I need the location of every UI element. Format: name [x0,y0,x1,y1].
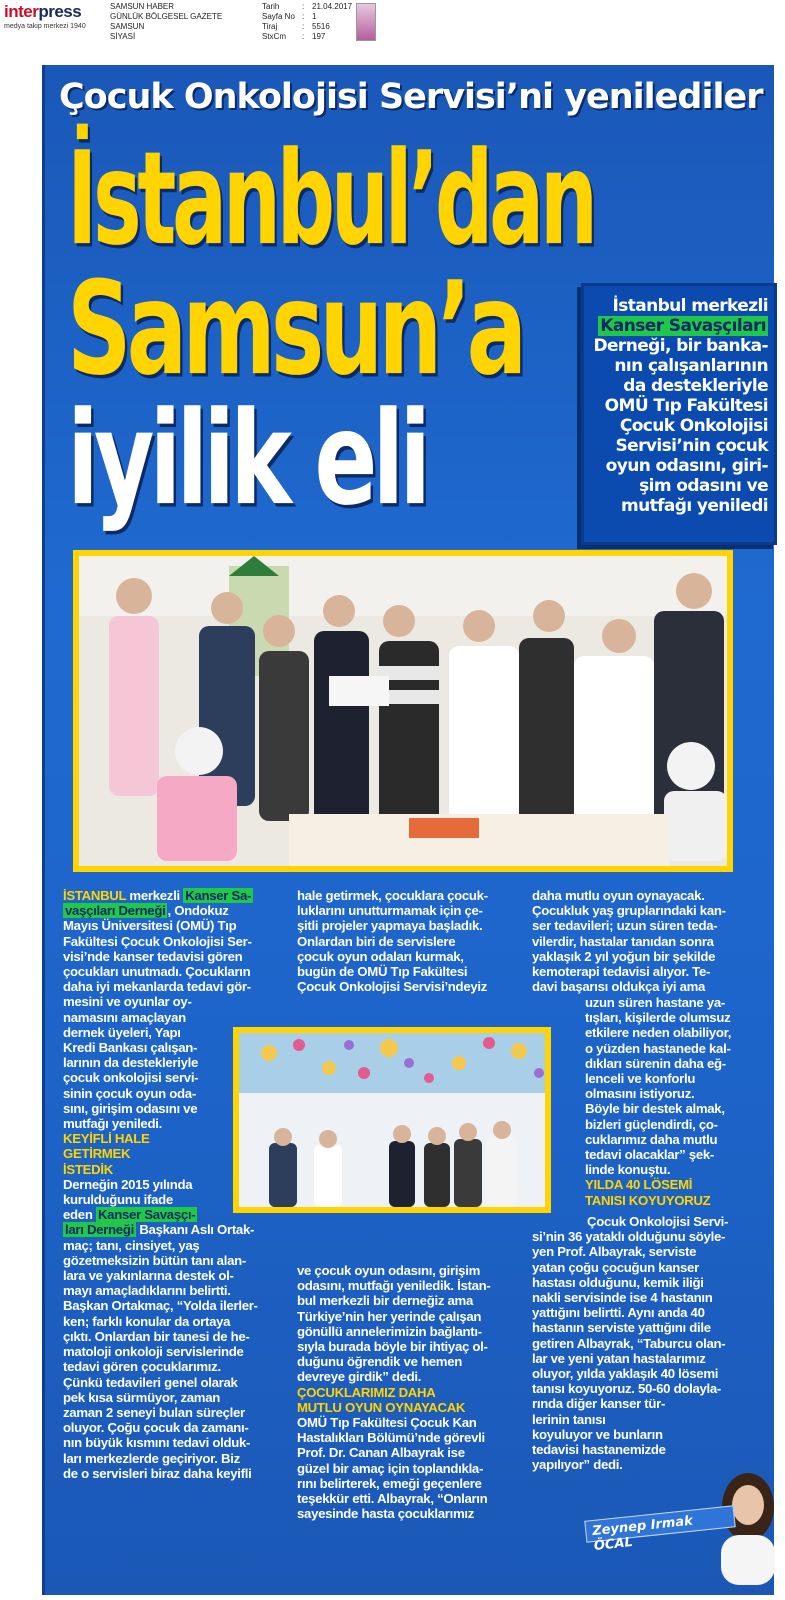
summary-line: da destekleriyle [623,376,768,396]
meta-key: Tarih [262,2,280,11]
body-line: matoloji onkoloji servislerinde [63,1344,244,1360]
body-line: OMÜ Tıp Fakültesi Çocuk Kan [297,1415,477,1431]
body-line: tedavi olacaklar” şek- [585,1147,715,1163]
body-line: vilerdir, hastalar tanıdan sonra [532,933,714,949]
body-line: ken; farklı konular da ortaya [63,1313,231,1329]
body-line: gözetmeksizin bütün tanı alan- [63,1252,246,1268]
meta-key: Sayfa No [262,12,295,21]
body-line: lerinin tanısı [532,1411,606,1427]
publication-city: SAMSUN [110,22,145,31]
body-line: Mayıs Üniversitesi (OMÜ) Tıp [63,918,237,934]
org-highlight: vaşçıları Derneği [65,903,166,919]
body-line: ları merkezlerde geçiriyor. Biz [63,1450,240,1466]
body-line: Çocuk Onkolojisi Servisi’ndeyiz [297,979,488,995]
subheading: İSTEDİK [63,1161,113,1177]
interpress-logo [4,2,104,30]
body-line: eden Kanser Savaşçı- [63,1207,196,1223]
body-line: zaman 2 seneyi bulan süreçler [63,1404,245,1420]
body-line: larının da destekleriyle [63,1055,198,1071]
body-line: Türkiye’nin her yerinde çalışan [297,1308,482,1324]
body-line: cuklarımız daha mutlu [585,1131,718,1147]
body-line: gönüllü annelerimizin bağlantı- [297,1323,482,1339]
subheading: KEYİFLİ HALE [63,1131,150,1147]
body-line: Çocuk Onkolojisi Servi- [587,1214,729,1229]
subheading: YILDA 40 LÖSEMİ [585,1177,693,1193]
body-line: dıkları sürenin daha eğ- [585,1055,726,1071]
body-line: hale getirmek, çocuklara çocuk- [297,888,488,903]
body-line: hastası olduğunu, kemik iliği [532,1274,704,1290]
body-line: oluyor. Çoğu çocuk da zamanı- [63,1420,249,1436]
body-line: Kredi Bankası çalışan- [63,1040,198,1056]
column-3-bottom [532,1214,767,1472]
body-line: sını, girişim odasını ve [63,1100,198,1116]
summary-line: nın çalışanlarının [614,356,768,376]
body-line: davi başarısı oldukça iyi ama [532,979,706,995]
body-line: Hastalıkları Bölümü’nde görevli [297,1430,485,1446]
body-line: duğunu öğrendik ve hemen [297,1354,462,1370]
logo-brand-a: inter [4,2,39,21]
logo-tagline: medya takip merkezi 1940 [4,23,86,30]
body-line: sinin çocuk oyun oda- [63,1085,196,1101]
column-3-middle [585,995,765,1208]
group-photo-illustration [79,556,727,866]
body-line: nakli servisinde ise 4 hastanın [532,1290,713,1306]
subheading: TANISI KOYUYORUZ [585,1192,711,1208]
summary-line: Servisi’nin çocuk [615,436,768,456]
summary-line-highlight: Kanser Savaşçıları [600,316,766,336]
body-line: yapılıyor” dedi. [532,1457,623,1473]
summary-line: OMÜ Tıp Fakültesi [604,396,768,416]
body-line: daha mutlu oyun oynayacak. [532,888,705,903]
body-line: İSTANBUL merkezli Kanser Sa- [63,888,252,903]
playroom-photo [233,1027,551,1213]
body-line: güzel bir amaç için toplandıkla- [297,1460,484,1476]
body-line: lara ve yakınlarına destek ol- [63,1268,234,1284]
body-line: tanısı koyuyoruz. 50-60 dolayla- [532,1381,722,1397]
body-line: mayı amaçladıklarını belirtti. [63,1283,231,1299]
body-line: mesini ve oyunlar oy- [63,994,192,1010]
body-line: Derneğin 2015 yılında [63,1176,193,1192]
body-line: getiren Albayrak, “Taburcu olan- [532,1335,726,1351]
subheading: GETİRMEK [63,1146,131,1162]
body-line: etkilere neden olabiliyor, [585,1025,732,1041]
body-line: bul merkezli bir derneğiz ama [297,1293,473,1309]
body-line: de o servisleri biraz daha keyifli [63,1465,252,1481]
column-1 [63,888,278,1481]
body-line: olmasını istiyoruz. [585,1086,695,1102]
body-line: lenceli ve konforlu [585,1071,696,1087]
page-thumbnail [356,3,376,41]
group-photo [73,550,733,872]
org-highlight: ları Derneği [65,1222,134,1238]
meta-circulation: 5516 [312,22,330,31]
meta-stxcm: 197 [312,32,326,41]
org-highlight: Kanser Savaşçı- [97,1207,196,1223]
body-line: lar ve yeni yatan hastalarımız [532,1350,706,1366]
body-line: yaklaşık 2 yıl yoğun bir şekilde [532,948,716,964]
body-line: luklarını unutturmamak için çe- [297,903,483,919]
body-line: nın büyük kısmını tedavi olduk- [63,1435,251,1451]
summary-line: mutfağı yeniledi [620,496,768,516]
meta-key: StxCm [262,32,286,41]
summary-line: oyun odasını, giri- [605,456,768,476]
meta-page: 1 [312,12,317,21]
body-line: ve çocuk oyun odasını, girişim [297,1263,481,1278]
subheading: ÇOCUKLARIMIZ DAHA [297,1384,436,1400]
logo-brand-b: press [38,2,82,21]
headline-line-2: Samsun’a [67,254,523,405]
column-2-top [297,888,512,994]
body-line: Fakültesi Çocuk Onkolojisi Ser- [63,933,252,949]
body-line: odasını, mutfağı yeniledik. İstan- [297,1278,491,1294]
body-line: visi’nde kanser tedavisi gören [63,948,243,964]
body-line: si’nin 36 yataklı olduğunu söyle- [532,1229,726,1245]
meta-date: 21.04.2017 [312,2,353,11]
body-line: vaşçıları Derneği , Ondokuz [65,903,229,919]
body-line: uzun süren hastane ya- [585,995,725,1010]
body-line: Prof. Dr. Canan Albayrak ise [297,1445,465,1461]
body-line: yen Prof. Albayrak, serviste [532,1244,697,1260]
article-page [42,65,774,1595]
publication-section: SİYASİ [110,32,136,41]
body-line: daha iyi mekanlarda tedavi gör- [63,979,251,995]
column-2-bottom [297,1263,512,1521]
kicker-title: Çocuk Onkolojisi Servisi’ni yenilediler [59,77,763,117]
body-line: o yüzden hastanede kal- [585,1040,731,1056]
summary-box [581,283,777,545]
body-line: çocuk oyun odaları kurmak, [297,948,464,964]
clipping-meta: Tarih : 21.04.2017 Sayfa No : 1 Tiraj : 5516 StxCm : 197 [262,2,372,42]
clipping-header [0,0,785,62]
summary-line: Derneği, bir banka- [593,336,768,356]
author-byline: Zeynep Irmak ÖCAL [584,1505,735,1543]
body-line: mutfağı yeniledi. [63,1116,162,1132]
body-line: kurulduğunu ifade [63,1192,173,1208]
body-line: tışları, kişilerde olumsuz [585,1010,731,1026]
body-line: Böyle bir destek almak, [585,1101,725,1117]
body-line: koyuluyor ve bunların [532,1426,663,1442]
body-line: Onlardan biri de servislere [297,933,456,949]
headline-line-3: iyilik eli [67,384,427,535]
meta-key: Tiraj [262,22,278,31]
body-line: Çocukluk yaş gruplarındaki kan- [532,903,726,919]
body-line: linde konuştu. [585,1162,671,1178]
body-line: namasını amaçlayan [63,1009,186,1025]
body-line: Çünkü tedavileri genel olarak [63,1374,238,1390]
publication-name: SAMSUN HABER [110,2,175,11]
subheading: MUTLU OYUN OYNAYACAK [297,1399,466,1415]
summary-line: Çocuk Onkolojisi [619,416,768,436]
body-line: sıyla burada böyle bir ihtiyaç ol- [297,1339,488,1355]
column-3-top [532,888,762,994]
summary-line: şim odasını ve [639,476,768,496]
body-line: bizleri güçlendirdi, ço- [585,1116,718,1132]
publication-info [110,2,222,42]
body-line: oluyor, yılda yaklaşık 40 lösemi [532,1366,719,1382]
body-line: teşekkür etti. Albayrak, “Onların [297,1491,488,1507]
body-line: rını belirterek, emeği geçenlere [297,1475,482,1491]
body-line: bugün de OMÜ Tıp Fakültesi [297,964,468,980]
dateline: İSTANBUL [63,888,127,903]
body-line: çocuk onkolojisi servi- [63,1070,199,1086]
body-line: tedavi gören çocuklarımız. [63,1359,221,1375]
body-line: yatan çoğu çocuğun kanser [532,1259,699,1275]
publication-type: GÜNLÜK BÖLGESEL GAZETE [110,12,223,21]
body-line: sayesinde hasta çocuklarımız [297,1506,475,1522]
body-line: pek kısa sürmüyor, zaman [63,1389,220,1405]
body-line: devreye girdik” dedi. [297,1369,422,1385]
body-line: hastanın serviste yattığını dile [532,1320,711,1336]
body-line: ser tedavileri; uzun süren teda- [532,918,718,934]
body-line: Başkan Ortakmaç, “Yolda ilerler- [63,1298,258,1314]
body-line: çocukları unutmadı. Çocukların [63,964,251,980]
body-line: şitli projeler yapmaya başladık. [297,918,483,934]
org-highlight: Kanser Sa- [185,888,252,903]
body-line: tedavisi hastanemizde [532,1442,666,1458]
headline-line-1: İstanbul’dan [67,124,594,275]
body-line: kemoterapi tedavisi alıyor. Te- [532,964,711,980]
body-line: yattığını belirtti. Aynı anda 40 [532,1305,705,1321]
body-line: ları Derneği Başkanı Aslı Ortak- [65,1222,255,1238]
summary-line: İstanbul merkezli [612,296,768,316]
playroom-photo-illustration [239,1033,545,1207]
body-line: dernek üyeleri, Yapı [63,1024,181,1040]
body-line: çıktı. Onlardan bir tanesi de he- [63,1328,250,1344]
body-line: maç; tanı, cinsiyet, yaş [63,1237,200,1253]
body-line: rında diğer kanser tür- [532,1396,666,1412]
